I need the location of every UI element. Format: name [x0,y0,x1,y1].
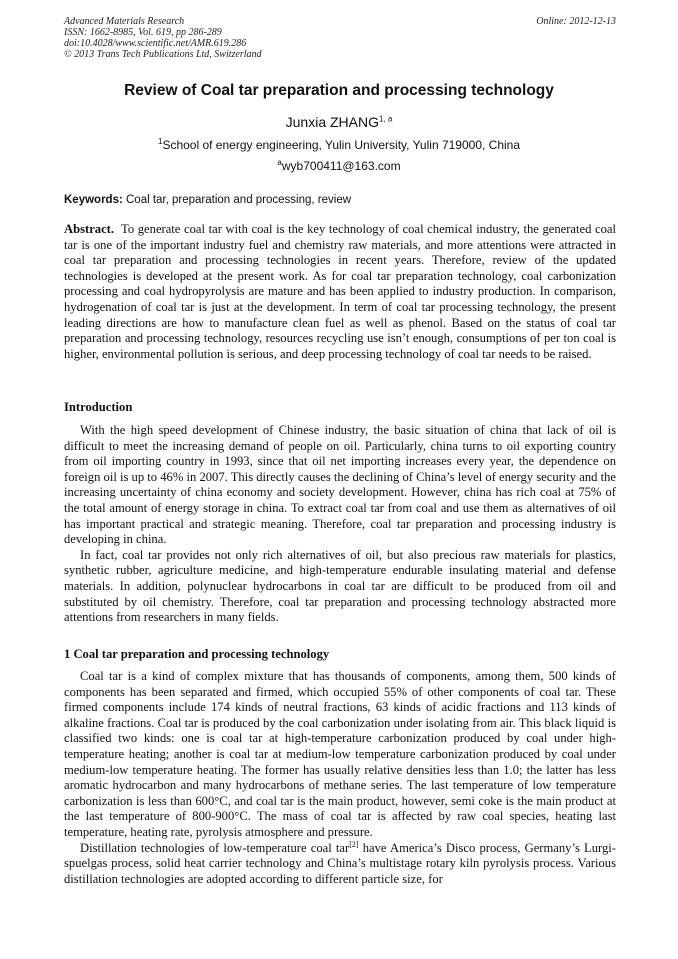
keywords-label: Keywords: [64,194,123,206]
abstract-label: Abstract. [64,222,115,236]
paper-title: Review of Coal tar preparation and processing technology [124,82,554,99]
keywords-line [64,194,616,206]
issn-line: ISSN: 1662-8985, Vol. 619, pp 286-289 [64,27,222,38]
author-line [40,114,638,130]
email-text[interactable]: wyb700411@163.com [281,159,401,173]
citation-ref[interactable]: [2] [349,839,359,849]
affiliation-text: School of energy engineering, Yulin University, Yulin 719000, China [162,138,521,152]
doi-line: doi:10.4028/www.scientific.net/AMR.619.286 [64,38,247,49]
author-name: Junxia ZHANG [285,114,379,130]
paragraph: In fact, coal tar provides not only rich alternatives of oil, but also precious raw materials for plastics, synthetic rubber, agriculture medicine, and high-temperature endurable insulating material and defense materials. In addition, polynuclear hydrocarbons in coal tar are difficult to be produced from oil and substituted by oil chemistry. Therefore, coal tar preparation and processing technology abstracted more attentions from researchers in many fields. [64,547,616,625]
paragraph-text: have America’s Disco process, Germany’s Lurgi-spuelgas process, solid heat carrier technology and China’s multistage rotary kiln pyrolysis process. Various distillation technologies are adopted according to different particle size, for [64,840,616,886]
paragraph-text: Distillation technologies of low-temperature coal tar [80,840,350,855]
affiliation-sup: 1 [157,137,163,146]
online-date: Online: 2012-12-13 [536,16,616,27]
affiliation-line [40,138,638,152]
author-sup: 1, a [379,114,393,124]
email-sup: a [277,158,282,167]
introduction-heading: Introduction [64,400,133,414]
abstract-block [64,222,616,362]
introduction-body [64,423,616,626]
section1-body [64,669,616,887]
email-line [40,159,638,173]
journal-header [64,16,616,60]
paragraph [64,841,616,888]
journal-name: Advanced Materials Research [64,16,185,27]
abstract-text: To generate coal tar with coal is the key technology of coal chemical industry, the generated coal tar is one of the important industry fuel and chemistry raw materials, and more attentions were attracted in coal tar preparation and processing technologies in recent years. Therefore, review of the updated technologies is developed at the present work. As for coal tar preparation technology, coal carbonization processing and coal hydropyrolysis are mature and has been applied to industry production. In comparison, hydrogenation of coal tar is just at the development. In term of coal tar processing technology, the present leading directions are how to manufacture clean fuel as well as phenol. Based on the status of coal tar preparation and processing technology, resources recycling use isn’t enough, consumptions of per ton coal is higher, environmental pollution is serious, and deep processing technology of coal tar needs to be raised. [64,222,616,361]
paragraph: With the high speed development of Chinese industry, the basic situation of china that lack of oil is difficult to meet the increasing demand of people on oil. Particularly, china turns to oil exporting country from oil importing country in 1993, since that oil net importing increases every year, the dependence on foreign oil is up to 46% in 2007. This directly causes the declining of China’s level of energy security and the increasing uncertainty of china economy and society development. However, china has rich coal at 75% of the total amount of energy storage in china. To extract coal tar from coal and use them as alternatives of oil has important practical and strategic meaning. Therefore, coal tar preparation and processing industry is developing in china. [64,423,616,547]
keywords-text: Coal tar, preparation and processing, review [126,194,352,206]
paragraph: Coal tar is a kind of complex mixture that has thousands of components, among them, 500 kinds of components has been separated and firmed, which occupied 55% of other components of coal tar. These firmed components include 174 kinds of neutral fractions, 63 kinds of acidic fractions and 113 kinds of alkaline fractions. Coal tar is produced by the coal carbonization under isolating from air. This black liquid is classified two kinds: one is coal tar at high-temperature carbonization produced by coal under high-temperature heating; another is coal tar at medium-low temperature carbonization produced by coal under medium-low temperature heating. The former has usually relative densities less than 1.0; the latter has less aromatic hydrocarbon and many hydrocarbons of methane series. The last temperature of low temperature carbonization is less than 600°C, and coal tar is the main product, however, semi coke is the main product at the last temperature of 800-900°C. The mass of coal tar is affected by raw coal species, heating last temperature, heating rate, pyrolysis atmosphere and pressure. [64,669,616,839]
copyright-line: © 2013 Trans Tech Publications Ltd, Switzerland [64,49,262,60]
section1-heading: 1 Coal tar preparation and processing technology [64,647,330,661]
